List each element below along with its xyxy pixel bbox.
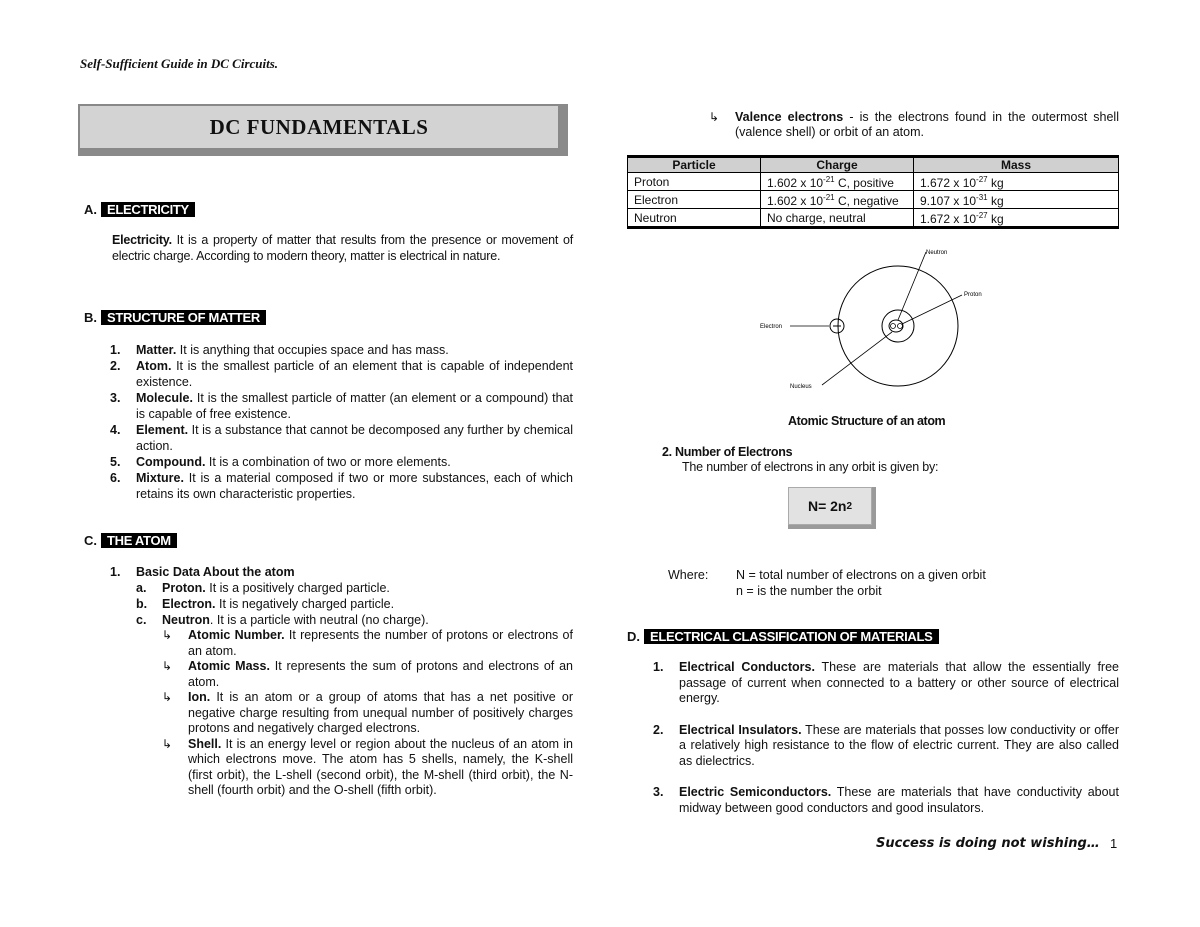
arrow-icon: ↳ <box>162 659 173 673</box>
section-letter: A. <box>84 202 97 217</box>
nucleus-label: Nucleus <box>790 384 812 390</box>
page-number: 1 <box>1110 836 1118 851</box>
sub-item: c. Neutron. It is a particle with neutral (no charge). <box>136 613 429 627</box>
nucleus <box>889 320 903 332</box>
section-d-heading <box>627 629 939 644</box>
page-title: DC FUNDAMENTALS <box>78 104 560 150</box>
arrow-icon: ↳ <box>162 628 173 642</box>
electrons-text: The number of electrons in any orbit is given by: <box>682 460 939 474</box>
outer-orbit <box>838 266 958 386</box>
table-row: Electron 1.602 x $10^{-21}$ C, negative 9.107 x $10^{-31}$ kg <box>628 191 1119 209</box>
column-header: Mass <box>914 157 1119 173</box>
inner-orbit <box>882 310 914 342</box>
arrow-icon: ↳ <box>162 736 173 751</box>
definition: It is a property of matter that results from the presence or movement of electric charge. According to modern theory, matter is electrical in nature. <box>112 233 573 263</box>
sub-item: b. Electron. It is negatively charged particle. <box>136 597 395 611</box>
term: Electricity. <box>112 233 172 247</box>
column-header: Particle <box>628 157 761 173</box>
electrons-heading: 2. Number of Electrons <box>662 445 793 459</box>
footer-motto: Success is doing not wishing… <box>876 836 1100 851</box>
valence-bullet: ↳ Valence electrons - is the electrons found in the outermost shell (valence shell) or orbit of an atom. <box>709 110 1119 139</box>
column-header: Charge <box>761 157 914 173</box>
where-definitions: N = total number of electrons on a given orbit n = is the number the orbit <box>736 568 986 598</box>
running-header: Self-Sufficient Guide in DC Circuits. <box>80 56 279 71</box>
list-item: 2. Electrical Insulators. These are materials that posses low conductivity or offer a relatively high resistance to the flow of electric current. They are also called as dielectrics. <box>653 722 1119 768</box>
list-item: 1. Electrical Conductors. These are materials that allow the essentially free passage of current when connected to a battery or other source of electrical energy. <box>653 660 1119 705</box>
bullet-item: ↳ Atomic Mass. It represents the sum of protons and electrons of an atom. <box>162 659 573 689</box>
table-row: Proton 1.602 x $10^{-21}$ C, positive 1.672 x $10^{-27}$ kg <box>628 173 1119 191</box>
table-row: Neutron No charge, neutral 1.672 x $10^{-27}$ kg <box>628 209 1119 228</box>
list-item: 6. Mixture. It is a material composed if two or more substances, each of which retains its own characteristic properties. <box>110 471 573 501</box>
title-box <box>78 104 568 156</box>
diagram-caption: Atomic Structure of an atom <box>788 414 946 428</box>
section-label: ELECTRICITY <box>101 202 195 217</box>
formula: N= 2n 2 <box>788 487 872 525</box>
section-c-heading <box>84 533 177 548</box>
section-a-heading <box>84 202 195 217</box>
atom-list <box>110 564 573 799</box>
list-item: 5. Compound. It is a combination of two or more elements. <box>110 455 451 469</box>
atom-diagram <box>750 240 1000 400</box>
list-item: 2. Atom. It is the smallest particle of an element that is capable of independent existence. <box>110 359 573 389</box>
electron-label: Electron <box>760 324 783 330</box>
materials-list <box>653 660 1119 816</box>
particle-table <box>627 155 1119 229</box>
proton-dot <box>891 324 896 329</box>
list-item: 4. Element. It is a substance that cannot be decomposed any further by chemical action. <box>110 423 573 453</box>
where-label: Where: <box>668 568 709 582</box>
section-b-heading <box>84 310 266 325</box>
list-item: 1. Basic Data About the atom <box>110 565 295 579</box>
section-label: ELECTRICAL CLASSIFICATION OF MATERIALS <box>644 629 939 644</box>
arrow-icon: ↳ <box>162 690 173 704</box>
bullet-item: ↳ Atomic Number. It represents the number of protons or electrons of an atom. <box>162 628 573 658</box>
electricity-paragraph <box>112 233 573 264</box>
section-letter: C. <box>84 533 97 548</box>
bullet-item: ↳ Shell. It is an energy level or region about the nucleus of an atom in which electrons move. The atom has 5 shells, namely, the K-shell (first orbit), the L-shell (second orbit), the M-shell (third orbit), the N-shell (fourth orbit) and the O-shell (fifth orbit). <box>162 736 573 797</box>
list-item: 3. Molecule. It is the smallest particle of matter (an element or a compound) that is capable of free existence. <box>110 391 573 421</box>
sub-item: a. Proton. It is a positively charged particle. <box>136 581 390 595</box>
proton-label: Proton <box>964 292 982 298</box>
formula-box <box>788 487 876 529</box>
section-letter: B. <box>84 310 97 325</box>
arrow-icon: ↳ <box>709 110 720 124</box>
neutron-dot <box>898 324 903 329</box>
section-label: THE ATOM <box>101 533 177 548</box>
section-letter: D. <box>627 629 640 644</box>
list-item: 3. Electric Semiconductors. These are materials that have conductivity about midway between good conductors and good insulators. <box>653 785 1119 815</box>
list-item: 1. Matter. It is anything that occupies space and has mass. <box>110 343 449 357</box>
bullet-item: ↳ Ion. It is an atom or a group of atoms that has a net positive or negative charge resulting from unequal number of positively charges protons and negatively charged electrons. <box>162 690 573 735</box>
matter-list <box>110 342 573 502</box>
section-label: STRUCTURE OF MATTER <box>101 310 266 325</box>
neutron-label: Neutron <box>926 250 948 256</box>
